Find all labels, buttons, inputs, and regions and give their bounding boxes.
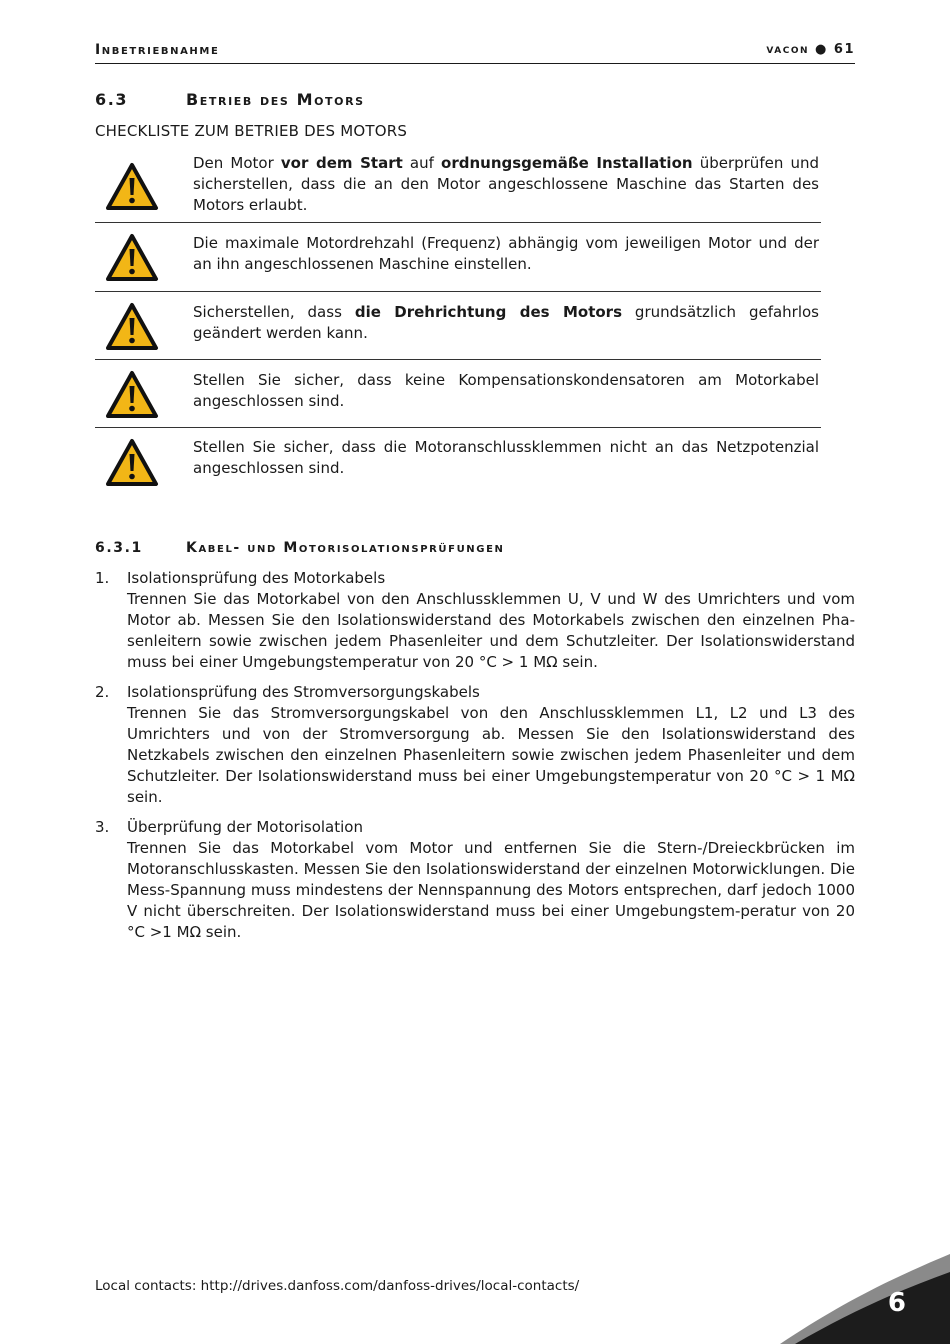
step-description: Trennen Sie das Stromversorgungskabel von den Anschlussklemmen L1, L2 und L3 des Umrichters und von der Stromversorgung ab. Messen Sie den Isolationswiderstand des Netzkabels zwischen den einzelnen Phasenleitern sowie zwischen jedem Phasenleiter und dem Schutzleiter. Der Isolationswiderstand muss bei einer Umgebungstemperatur von 20 °C > 1 MΩ sein. xyxy=(127,704,855,806)
header-page-info xyxy=(766,42,855,57)
checklist-row xyxy=(95,223,821,292)
checklist-heading: CHECKLISTE ZUM BETRIEB DES MOTORS xyxy=(95,122,408,140)
step-description: Trennen Sie das Motorkabel vom Motor und entfernen Sie die Stern-/Dreieckbrücken im Motoranschlusskasten. Messen Sie den Isolationswiderstand der einzelnen Motorwicklungen. Die Mess-Spannung muss mindestens der Nennspannung des Motors entsprechen, darf jedoch 1000 V nicht überschreiten. Der Isolationswiderstand muss bei einer Umgebungstem-peratur von 20 °C >1 MΩ sein. xyxy=(127,839,855,941)
checklist-table xyxy=(95,150,821,492)
checklist-text-segment: Stellen Sie sicher, dass die Motoranschlussklemmen nicht an das Netzpotenzial angeschlossen sind. xyxy=(193,438,819,477)
list-item xyxy=(95,568,855,673)
warning-icon xyxy=(105,162,159,212)
step-number: 2. xyxy=(95,683,110,701)
checklist-text xyxy=(193,428,821,492)
footer-contacts: Local contacts: http://drives.danfoss.com/danfoss-drives/local-contacts/ xyxy=(95,1278,580,1294)
step-number: 3. xyxy=(95,818,110,836)
checklist-text-segment: Die maximale Motordrehzahl (Frequenz) abhängig vom jeweiligen Motor und der an ihn angeschlossenen Maschine einstellen. xyxy=(193,234,819,273)
checklist-text xyxy=(193,150,821,222)
checklist-text xyxy=(193,292,821,359)
checklist-text-emphasis: die Drehrichtung des Motors xyxy=(354,303,622,321)
section-title: Betrieb des Motors xyxy=(186,90,365,109)
checklist-row xyxy=(95,428,821,492)
checklist-icon-cell xyxy=(95,150,193,222)
warning-icon xyxy=(105,438,159,488)
section-heading xyxy=(95,90,855,109)
page-header xyxy=(95,42,855,64)
header-brand: vacon xyxy=(766,42,809,57)
checklist-text-emphasis: vor dem Start xyxy=(280,154,403,172)
chapter-number: 6 xyxy=(887,1288,906,1318)
step-title: Isolationsprüfung des Motorkabels xyxy=(127,569,386,587)
list-item xyxy=(95,682,855,808)
header-section-title: Inbetriebnahme xyxy=(95,42,220,58)
checklist-icon-cell xyxy=(95,292,193,359)
checklist-text-segment: Den Motor xyxy=(193,154,281,172)
header-bullet: ● xyxy=(815,42,828,57)
checklist-text-segment: Stellen Sie sicher, dass keine Kompensationskondensatoren am Motorkabel angeschlossen sind. xyxy=(193,371,819,410)
checklist-text-segment: überprüfen und sicherstellen, dass die an den Motor angeschlossene Maschine das Starten des Motors erlaubt. xyxy=(193,154,819,214)
checklist-row xyxy=(95,150,821,223)
checklist-icon-cell xyxy=(95,428,193,492)
step-title: Isolationsprüfung des Stromversorgungskabels xyxy=(127,683,480,701)
warning-icon xyxy=(105,302,159,352)
chapter-tab-shape xyxy=(795,1272,950,1344)
checklist-text-segment: auf xyxy=(402,154,442,172)
checklist-text-segment: Sicherstellen, dass xyxy=(193,303,355,321)
chapter-tab xyxy=(740,1214,950,1344)
checklist-row xyxy=(95,360,821,428)
checklist-icon-cell xyxy=(95,223,193,291)
step-description: Trennen Sie das Motorkabel von den Anschlussklemmen U, V und W des Umrichters und vom Motor ab. Messen Sie den Isolationswiderstand des Motorkabels zwischen den einzelnen Pha-senleitern sowie zwischen jedem Phasenleiter und dem Schutzleiter. Der Isolationswiderstand muss bei einer Umgebungstemperatur von 20 °C > 1 MΩ sein. xyxy=(127,590,855,671)
checklist-row xyxy=(95,292,821,360)
subsection-number: 6.3.1 xyxy=(95,540,143,556)
list-item xyxy=(95,817,855,943)
steps-list xyxy=(95,568,855,952)
header-page-number: 61 xyxy=(833,42,855,57)
checklist-text-emphasis: ordnungsgemäße Installation xyxy=(441,154,693,172)
section-number: 6.3 xyxy=(95,90,129,109)
checklist-text xyxy=(193,223,821,291)
checklist-icon-cell xyxy=(95,360,193,427)
step-number: 1. xyxy=(95,569,110,587)
warning-icon xyxy=(105,233,159,283)
step-title: Überprüfung der Motorisolation xyxy=(127,818,363,836)
subsection-title: Kabel- und Motorisolationsprüfungen xyxy=(186,540,505,556)
warning-icon xyxy=(105,370,159,420)
checklist-text-segment: grundsätzlich gefahrlos geändert werden kann. xyxy=(193,303,820,342)
subsection-heading xyxy=(95,540,855,556)
checklist-text xyxy=(193,360,821,427)
